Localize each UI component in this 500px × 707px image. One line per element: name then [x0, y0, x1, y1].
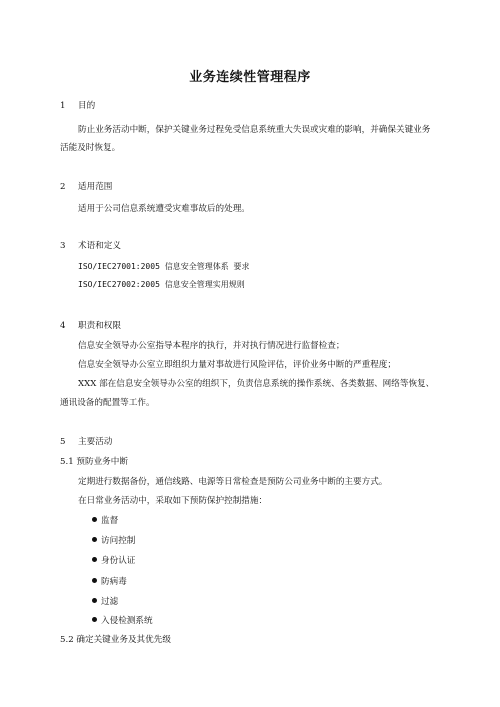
section-4-line-3: XXX 部在信息安全领导办公室的组织下，负责信息系统的操作系统、各类数据、网络等恢复、 [78, 379, 435, 389]
bullet-item: 入侵检测系统 [92, 615, 153, 627]
section-4-heading: 职责和权限 [78, 321, 121, 331]
bullet-dot-icon [92, 598, 97, 603]
bullet-dot-icon [92, 617, 97, 622]
subsection-5-1-heading: 5.1 预防业务中断 [60, 457, 128, 467]
section-5-line-1: 定期进行数据备份，通信线路、电源等日常检查是预防公司业务中断的主要方式。 [78, 477, 388, 487]
section-4-number: 4 [60, 321, 66, 331]
bullet-item: 身份认证 [92, 555, 135, 567]
bullet-item: 监督 [92, 515, 118, 527]
section-1-paragraph-line-1: 防止业务活动中断，保护关键业务过程免受信息系统重大失误或灾难的影响，并确保关键业务 [78, 125, 431, 135]
section-3-number: 3 [60, 241, 66, 251]
section-3-term-1: ISO/IEC27001:2005 信息安全管理体系 要求 [78, 262, 250, 271]
section-1-heading: 目的 [78, 101, 96, 111]
bullet-item: 访问控制 [92, 535, 135, 547]
section-2-heading: 适用范围 [78, 182, 113, 192]
section-3-term-2: ISO/IEC27002:2005 信息安全管理实用规则 [78, 280, 245, 289]
document-title: 业务连续性管理程序 [189, 70, 311, 85]
bullet-item: 过滤 [92, 596, 118, 608]
bullet-dot-icon [92, 517, 97, 522]
section-2-paragraph: 适用于公司信息系统遭受灾难事故后的处理。 [78, 204, 250, 214]
bullet-item: 防病毒 [92, 576, 127, 588]
bullet-dot-icon [92, 557, 97, 562]
bullet-dot-icon [92, 537, 97, 542]
subsection-5-2-heading: 5.2 确定关键业务及其优先级 [60, 635, 171, 645]
section-3-heading: 术语和定义 [78, 241, 121, 251]
section-4-line-4: 通讯设备的配置等工作。 [60, 398, 155, 408]
section-2-number: 2 [60, 182, 66, 192]
section-4-line-1: 信息安全领导办公室指导本程序的执行，并对执行情况进行监督检查； [78, 341, 345, 351]
bullet-dot-icon [92, 578, 97, 583]
section-5-heading: 主要活动 [78, 437, 113, 447]
section-1-paragraph-line-2: 活能及时恢复。 [60, 143, 121, 153]
section-4-line-2: 信息安全领导办公室立即组织力量对事故进行风险评估，评价业务中断的严重程度； [78, 360, 396, 370]
section-1-number: 1 [60, 101, 66, 111]
section-5-number: 5 [60, 437, 66, 447]
section-5-line-2: 在日常业务活动中，采取如下预防保护控制措施： [78, 496, 268, 506]
